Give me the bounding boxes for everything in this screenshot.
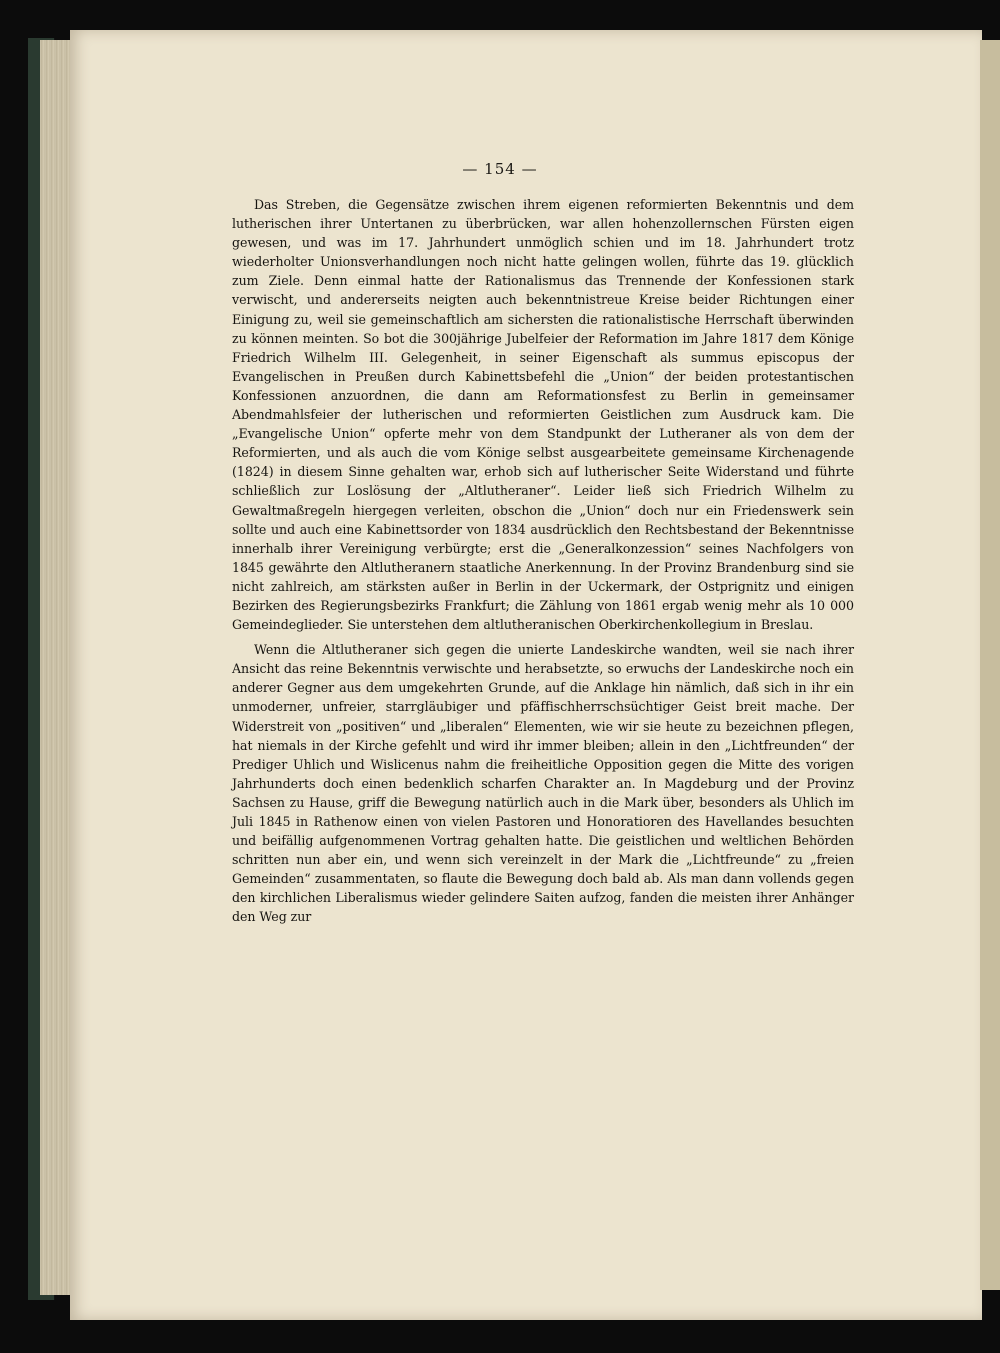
page-number: — 154 —	[462, 160, 538, 178]
paragraph-lichtfreunde: Wenn die Altlutheraner sich gegen die unierte Landeskirche wandten, weil sie nach ihrer Ansicht das reine Bekenntnis verwischte und herabsetzte, so erwuchs der Landeskirche noch ein anderer Gegner aus dem umgekehrten Grunde, auf die Anklage hin nämlich, daß sich in ihr ein unmoderner, unfreier, starrgläubiger und pfäffischherrschsüchtiger Geist breit mache. Der Widerstreit von „positiven“ und „liberalen“ Elementen, wie wir sie heute zu bezeichnen pflegen, hat niemals in der Kirche gefehlt und wird ihr immer bleiben; allein in den „Lichtfreunden“ der Prediger Uhlich und Wislicenus nahm die freiheitliche Opposition gegen die Mitte des vorigen Jahrhunderts doch einen bedenklich scharfen Charakter an. In Magdeburg und der Provinz Sachsen zu Hause, griff die Bewegung natürlich auch in die Mark über, besonders als Uhlich im Juli 1845 in Rathenow einen von vielen Pastoren und Honoratioren des Havellandes besuchten und beifällig aufgenommenen Vortrag gehalten hatte. Die geistlichen und weltlichen Behörden schritten nun aber ein, und wenn sich vereinzelt in der Mark die „Lichtfreunde“ zu „freien Gemeinden“ zusammentaten, so flaute die Bewegung doch bald ab. Als man dann vollends gegen den kirchlichen Liberalismus wieder gelindere Saiten aufzog, fanden die meisten ihrer Anhänger den Weg zur	[232, 642, 854, 925]
paragraph-union: Das Streben, die Gegensätze zwischen ihrem eigenen reformierten Bekenntnis und dem lutherischen ihrer Untertanen zu überbrücken, war allen hohenzollernschen Fürsten eigen gewesen, und was im 17. Jahrhundert unmöglich schien und im 18. Jahrhundert trotz wiederholter Unionsverhandlungen noch nicht hatte gelingen wollen, führte das 19. glücklich zum Ziele. Denn einmal hatte der Rationalismus das Trennende der Konfessionen stark verwischt, und andererseits neigten auch bekenntnistreue Kreise beider Richtungen einer Einigung zu, weil sie gemeinschaftlich am sichersten die rationalistische Herrschaft überwinden zu können meinten. So bot die 300jährige Jubelfeier der Reformation im Jahre 1817 dem Könige Friedrich Wilhelm III. Gelegenheit, in seiner Eigenschaft als summus episcopus der Evangelischen in Preußen durch Kabinettsbefehl die „Union“ der beiden protestantischen Konfessionen anzuordnen, die dann am Reformationsfest zu Berlin in gemeinsamer Abendmahlsfeier der lutherischen und reformierten Geistlichen zum Ausdruck kam. Die „Evangelische Union“ opferte mehr von dem Standpunkt der Lutheraner als von dem der Reformierten, und als auch die vom Könige selbst ausgearbeitete gemeinsame Kirchenagende (1824) in diesem Sinne gehalten war, erhob sich auf lutherischer Seite Widerstand und führte schließlich zur Loslösung der „Altlutheraner“. Leider ließ sich Friedrich Wilhelm zu Gewaltmaßregeln hiergegen verleiten, obschon die „Union“ doch nur ein Friedenswerk sein sollte und auch eine Kabinettsorder von 1834 ausdrücklich den Rechtsbestand der Bekenntnisse innerhalb ihrer Vereinigung verbürgte; erst die „Generalkonzession“ seines Nachfolgers von 1845 gewährte den Altlutheranern staatliche Anerkennung. In der Provinz Brandenburg sind sie nicht zahlreich, am stärksten außer in Berlin in der Uckermark, der Ostprignitz und einigen Bezirken des Regierungsbezirks Frankfurt; die Zählung von 1861 ergab wenig mehr als 10 000 Gemeindeglieder. Sie unterstehen dem altlutheranischen Oberkirchenkollegium in Breslau.	[232, 197, 854, 633]
body-text	[232, 195, 854, 927]
facing-page-edge	[980, 40, 1000, 1290]
